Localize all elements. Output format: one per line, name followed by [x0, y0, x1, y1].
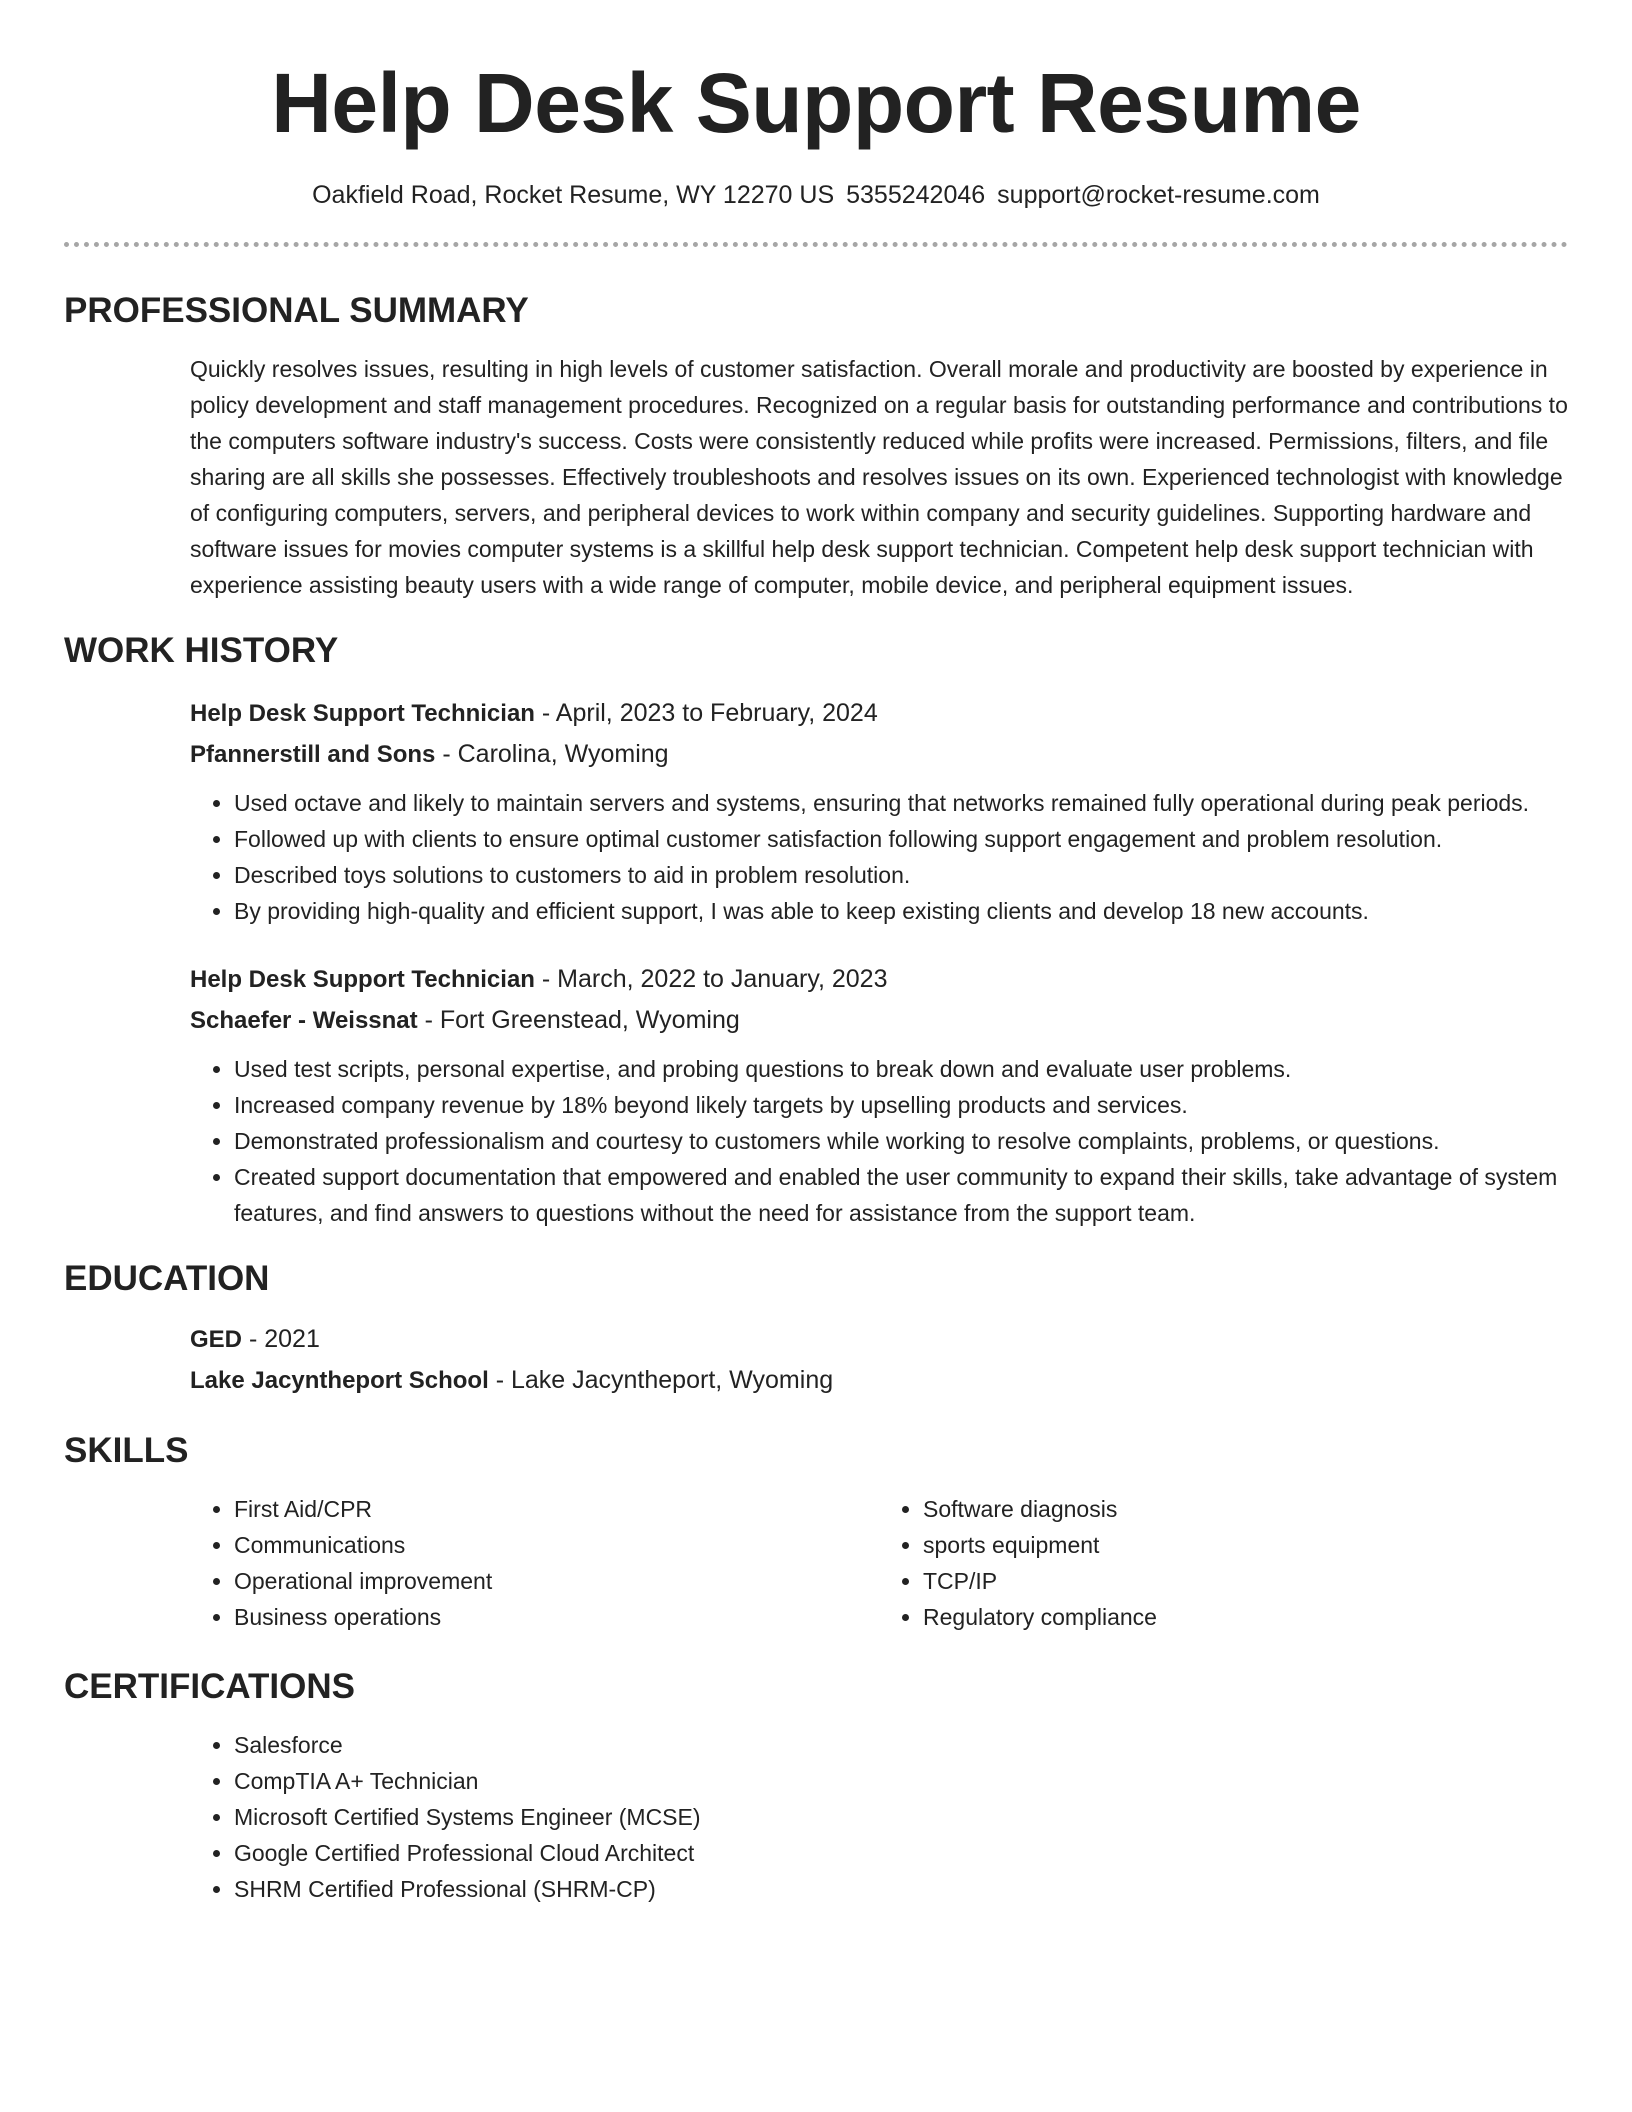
skills-list-right	[879, 1491, 1568, 1635]
job-bullet: • By providing high-quality and efficient support, I was able to keep existing clients and develop 18 new accounts.	[234, 893, 1568, 929]
certifications-block	[190, 1727, 1568, 1907]
contact-line	[64, 178, 1568, 212]
resume-title: Help Desk Support Resume	[271, 56, 1361, 150]
education-entry	[190, 1319, 1568, 1401]
certifications-list	[190, 1727, 1568, 1907]
job-location: - Carolina, Wyoming	[435, 740, 669, 768]
section-title-certifications: CERTIFICATIONS	[64, 1667, 356, 1706]
certification-item: • Salesforce	[234, 1727, 1568, 1763]
job-company-line	[190, 734, 1568, 775]
job-bullet: • Created support documentation that empowered and enabled the user community to expand their skills, take advantage of system features, and find answers to questions without the need for assistance from the support team.	[234, 1159, 1568, 1231]
job-company: Pfannerstill and Sons	[190, 741, 436, 768]
skills-grid	[190, 1491, 1568, 1635]
section-title-work: WORK HISTORY	[64, 631, 339, 670]
skill-item: • TCP/IP	[923, 1563, 1568, 1599]
contact-address: Oakfield Road, Rocket Resume, WY 12270 US	[312, 181, 835, 209]
contact-email: support@rocket-resume.com	[997, 181, 1320, 209]
job-bullet: • Described toys solutions to customers to aid in problem resolution.	[234, 857, 1568, 893]
summary-text: Quickly resolves issues, resulting in high levels of customer satisfaction. Overall morale and productivity are boosted by experience in policy development and staff management procedures. Recognized on a regular basis for outstanding performance and contributions to the computers software industry's success. Costs were consistently reduced while profits were increased. Permissions, filters, and file sharing are all skills she possesses. Effectively troubleshoots and resolves issues on its own. Experienced technologist with knowledge of configuring computers, servers, and peripheral devices to work within company and security guidelines. Supporting hardware and software issues for movies computer systems is a skillful help desk support technician. Competent help desk support technician with experience assisting beauty users with a wide range of computer, mobile device, and peripheral equipment issues.	[190, 356, 1568, 598]
section-title-education: EDUCATION	[64, 1259, 270, 1298]
job-entry	[190, 693, 1568, 929]
education-school: Lake Jacyntheport School	[190, 1367, 489, 1394]
job-dates: - April, 2023 to February, 2024	[534, 699, 878, 727]
certification-item: • Google Certified Professional Cloud Architect	[234, 1835, 1568, 1871]
contact-phone: 5355242046	[846, 181, 986, 209]
skill-item: • Communications	[234, 1527, 879, 1563]
job-bullets	[190, 785, 1568, 929]
header-divider	[64, 242, 1568, 247]
job-bullet: • Used octave and likely to maintain servers and systems, ensuring that networks remained fully operational during peak periods.	[234, 785, 1568, 821]
certification-item: • CompTIA A+ Technician	[234, 1763, 1568, 1799]
education-location: - Lake Jacyntheport, Wyoming	[488, 1366, 834, 1394]
job-bullet: • Used test scripts, personal expertise, and probing questions to break down and evaluate user problems.	[234, 1051, 1568, 1087]
education-school-line	[190, 1360, 1568, 1401]
job-title-line	[190, 693, 1568, 734]
job-dates: - March, 2022 to January, 2023	[534, 965, 888, 993]
section-title-skills: SKILLS	[64, 1431, 189, 1470]
resume-page	[64, 0, 1568, 1907]
job-company: Schaefer - Weissnat	[190, 1007, 418, 1034]
skill-item: • sports equipment	[923, 1527, 1568, 1563]
certification-item: • Microsoft Certified Systems Engineer (MCSE)	[234, 1799, 1568, 1835]
skill-item: • Software diagnosis	[923, 1491, 1568, 1527]
certification-item: • SHRM Certified Professional (SHRM-CP)	[234, 1871, 1568, 1907]
skills-list-left	[190, 1491, 879, 1635]
job-bullet: • Increased company revenue by 18% beyond likely targets by upselling products and services.	[234, 1087, 1568, 1123]
job-title-line	[190, 959, 1568, 1000]
section-title-summary: PROFESSIONAL SUMMARY	[64, 291, 529, 330]
skill-item: • Business operations	[234, 1599, 879, 1635]
job-bullet: • Demonstrated professionalism and courtesy to customers while working to resolve complaints, problems, or questions.	[234, 1123, 1568, 1159]
job-entry	[190, 959, 1568, 1231]
job-role: Help Desk Support Technician	[190, 966, 535, 993]
job-role: Help Desk Support Technician	[190, 700, 535, 727]
education-degree-line	[190, 1319, 1568, 1360]
education-year: - 2021	[242, 1325, 320, 1353]
skill-item: • First Aid/CPR	[234, 1491, 879, 1527]
education-degree: GED	[190, 1326, 243, 1353]
job-company-line	[190, 1000, 1568, 1041]
job-location: - Fort Greenstead, Wyoming	[417, 1006, 740, 1034]
job-bullets	[190, 1051, 1568, 1231]
skill-item: • Regulatory compliance	[923, 1599, 1568, 1635]
skill-item: • Operational improvement	[234, 1563, 879, 1599]
job-bullet: • Followed up with clients to ensure optimal customer satisfaction following support engagement and problem resolution.	[234, 821, 1568, 857]
